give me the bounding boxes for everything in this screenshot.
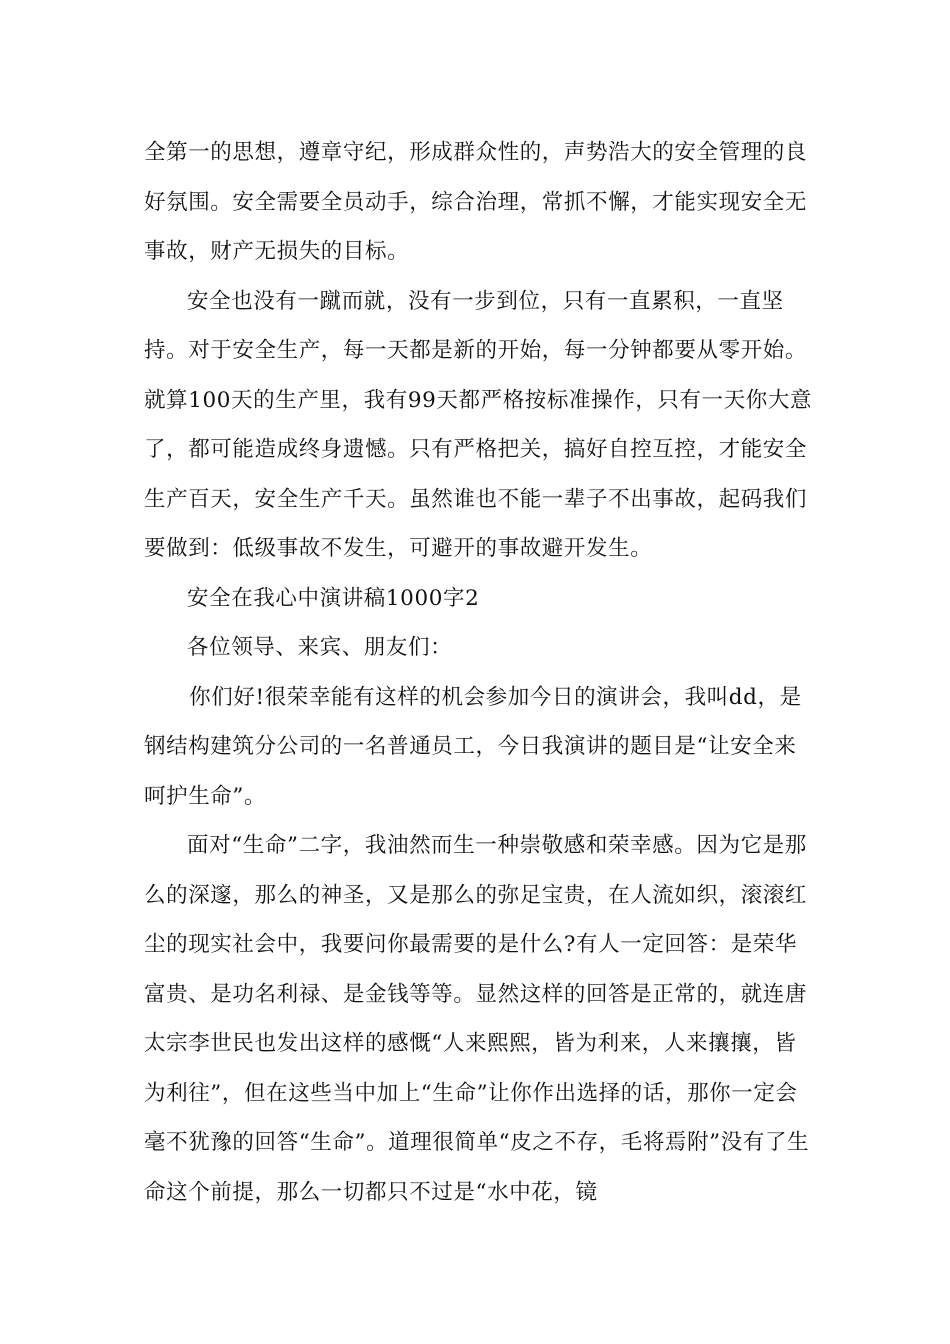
paragraph-2: 安全也没有一蹴而就，没有一步到位，只有一直累积，一直坚持。对于安全生产，每一天都是新的开始，每一分钟都要从零开始。就算100天的生产里，我有99天都严格按标准操作，只有一天你大意了，都可能造成终身遗憾。只有严格把关，搞好自控互控，才能安全生产百天，安全生产千天。虽然谁也不能一辈子不出事故，起码我们要做到：低级事故不发生，可避开的事故避开发生。	[144, 288, 813, 561]
section-heading: 安全在我心中演讲稿1000字2	[187, 585, 480, 611]
paragraph-3: 你们好!很荣幸能有这样的机会参加今日的演讲会，我叫dd，是钢结构建筑分公司的一名普通员工，今日我演讲的题目是“让安全来呵护生命”。	[144, 684, 802, 809]
salutation: 各位领导、来宾、朋友们：	[187, 635, 453, 660]
paragraph-1: 全第一的思想，遵章守纪，形成群众性的，声势浩大的安全管理的良好氛围。安全需要全员动手，综合治理，常抓不懈，才能实现安全无事故，财产无损失的目标。	[144, 140, 808, 264]
paragraph-4: 面对“生命”二字，我油然而生一种崇敬感和荣幸感。因为它是那么的深邃，那么的神圣，又是那么的弥足宝贵，在人流如织，滚滚红尘的现实社会中，我要问你最需要的是什么?有人一定回答：是荣华富贵、是功名利禄、是金钱等等。显然这样的回答是正常的，就连唐太宗李世民也发出这样的感慨“人来熙熙，皆为利来，人来攘攘，皆为利往”，但在这些当中加上“生命”让你作出选择的话，那你一定会毫不犹豫的回答“生命”。道理很简单“皮之不存，毛将焉附”没有了生命这个前提，那么一切都只不过是“水中花，镜	[144, 833, 810, 1205]
document-body	[144, 128, 814, 1217]
